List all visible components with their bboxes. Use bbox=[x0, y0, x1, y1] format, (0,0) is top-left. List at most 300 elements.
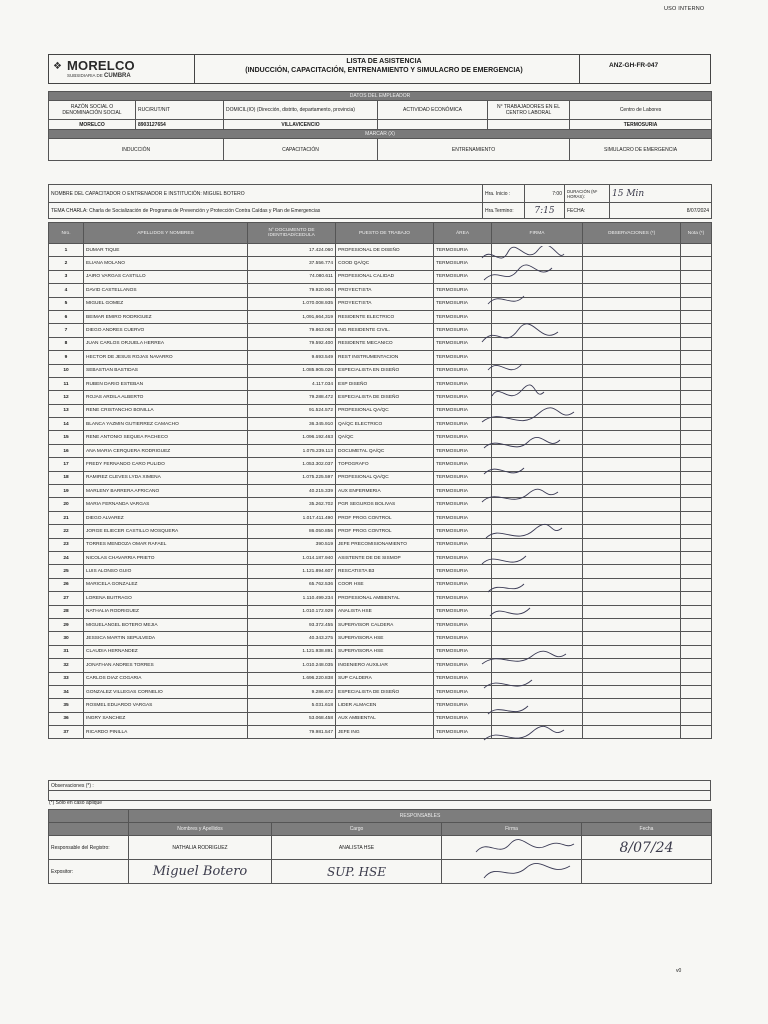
attendee-signature[interactable] bbox=[492, 659, 583, 672]
attendee-observation[interactable] bbox=[583, 578, 681, 591]
attendee-area: TERMOSURIA bbox=[434, 511, 492, 524]
attendee-document: 1.121.938.891 bbox=[248, 645, 336, 658]
attendee-signature[interactable] bbox=[492, 632, 583, 645]
attendee-note[interactable] bbox=[681, 565, 712, 578]
attendee-document: 4.117.034 bbox=[248, 377, 336, 390]
attendee-position: JEFE ING bbox=[336, 726, 434, 739]
attendee-name: RENE CRISTANCHO BONILLA bbox=[84, 404, 248, 417]
trabajadores-header: N° TRABAJADORES EN EL CENTRO LABORAL bbox=[488, 101, 570, 120]
attendee-row bbox=[49, 645, 712, 658]
attendee-signature[interactable] bbox=[492, 605, 583, 618]
row-number: 10 bbox=[49, 364, 84, 377]
attendee-document: 65.762.536 bbox=[248, 578, 336, 591]
attendee-area: TERMOSURIA bbox=[434, 605, 492, 618]
attendee-note[interactable] bbox=[681, 592, 712, 605]
attendee-row bbox=[49, 257, 712, 270]
attendee-observation[interactable] bbox=[583, 284, 681, 297]
row-number: 4 bbox=[49, 284, 84, 297]
row-number: 18 bbox=[49, 471, 84, 484]
attendee-note[interactable] bbox=[681, 458, 712, 471]
row-number: 36 bbox=[49, 712, 84, 725]
attendee-position: ESPECIALISTA EN DISEÑO bbox=[336, 364, 434, 377]
attendee-name: ROJAS ARDILA ALBERTO bbox=[84, 391, 248, 404]
attendee-observation[interactable] bbox=[583, 632, 681, 645]
attendee-note[interactable] bbox=[681, 297, 712, 310]
option-simulacro[interactable]: SIMULACRO DE EMERGENCIA bbox=[570, 139, 712, 161]
attendee-area: TERMOSURIA bbox=[434, 418, 492, 431]
attendee-note[interactable] bbox=[681, 525, 712, 538]
row-number: 35 bbox=[49, 699, 84, 712]
attendee-note[interactable] bbox=[681, 244, 712, 257]
attendee-area: TERMOSURIA bbox=[434, 659, 492, 672]
row-number: 16 bbox=[49, 444, 84, 457]
session-table bbox=[48, 184, 712, 219]
attendee-note[interactable] bbox=[681, 404, 712, 417]
attendee-document: 93.372.455 bbox=[248, 618, 336, 631]
trabajadores-value bbox=[488, 120, 570, 130]
attendee-observation[interactable] bbox=[583, 337, 681, 350]
row-number: 13 bbox=[49, 404, 84, 417]
attendee-area: TERMOSURIA bbox=[434, 391, 492, 404]
attendee-observation[interactable] bbox=[583, 525, 681, 538]
attendee-note[interactable] bbox=[681, 377, 712, 390]
internal-use-label: USO INTERNO bbox=[664, 6, 705, 12]
razon-header: RAZÓN SOCIAL O DENOMINACIÓN SOCIAL bbox=[49, 101, 136, 120]
attendee-signature[interactable] bbox=[492, 297, 583, 310]
row-number: 29 bbox=[49, 618, 84, 631]
attendee-observation[interactable] bbox=[583, 257, 681, 270]
attendee-name: TORRES MENDOZA OMAR RAFAEL bbox=[84, 538, 248, 551]
row-number: 19 bbox=[49, 485, 84, 498]
attendee-area: TERMOSURIA bbox=[434, 324, 492, 337]
attendee-signature[interactable] bbox=[492, 418, 583, 431]
attendee-row bbox=[49, 511, 712, 524]
actividad-value bbox=[378, 120, 488, 130]
attendee-position: PROFESIONAL QA/QC bbox=[336, 471, 434, 484]
resp-registro-label: Responsable del Registro: bbox=[49, 836, 129, 860]
resp-expositor-label: Expositor: bbox=[49, 860, 129, 884]
attendee-signature[interactable] bbox=[492, 364, 583, 377]
attendee-note[interactable] bbox=[681, 538, 712, 551]
resp-registro-fecha: 8/07/24 bbox=[582, 836, 712, 860]
attendee-position: LIDER ALMACEN bbox=[336, 699, 434, 712]
attendee-position: DOCUMETAL QA/QC bbox=[336, 444, 434, 457]
attendee-observation[interactable] bbox=[583, 364, 681, 377]
attendee-signature[interactable] bbox=[492, 377, 583, 390]
attendee-signature[interactable] bbox=[492, 551, 583, 564]
attendee-document: 79.863.063 bbox=[248, 324, 336, 337]
attendee-observation[interactable] bbox=[583, 726, 681, 739]
attendee-note[interactable] bbox=[681, 270, 712, 283]
observaciones-label: Observaciones (*) : bbox=[49, 781, 711, 791]
attendee-position: ESPECIALISTA DE DISEÑO bbox=[336, 391, 434, 404]
attendee-observation[interactable] bbox=[583, 297, 681, 310]
attendee-observation[interactable] bbox=[583, 618, 681, 631]
attendee-position: PROFESIONAL CALIDAD bbox=[336, 270, 434, 283]
attendee-observation[interactable] bbox=[583, 565, 681, 578]
attendee-position: PROFESIONAL DE DISEÑO bbox=[336, 244, 434, 257]
attendee-area: TERMOSURIA bbox=[434, 726, 492, 739]
attendee-note[interactable] bbox=[681, 685, 712, 698]
row-number: 25 bbox=[49, 565, 84, 578]
row-number: 31 bbox=[49, 645, 84, 658]
attendee-observation[interactable] bbox=[583, 605, 681, 618]
attendee-row bbox=[49, 377, 712, 390]
attendee-signature[interactable] bbox=[492, 337, 583, 350]
attendee-row bbox=[49, 404, 712, 417]
form-header bbox=[48, 54, 711, 84]
attendee-observation[interactable] bbox=[583, 351, 681, 364]
attendee-name: DIEGO ANDRES CUERVO bbox=[84, 324, 248, 337]
attendee-signature[interactable] bbox=[492, 458, 583, 471]
attendee-area: TERMOSURIA bbox=[434, 297, 492, 310]
attendee-signature[interactable] bbox=[492, 404, 583, 417]
attendee-observation[interactable] bbox=[583, 645, 681, 658]
resp-expositor-fecha bbox=[582, 860, 712, 884]
attendee-note[interactable] bbox=[681, 364, 712, 377]
attendee-area: TERMOSURIA bbox=[434, 485, 492, 498]
resp-expositor-firma bbox=[442, 860, 582, 884]
attendee-row bbox=[49, 297, 712, 310]
attendee-row bbox=[49, 270, 712, 283]
attendee-note[interactable] bbox=[681, 391, 712, 404]
attendee-note[interactable] bbox=[681, 659, 712, 672]
attendee-signature[interactable] bbox=[492, 618, 583, 631]
attendee-position: JEFE PRECOMISIONAMIENTO bbox=[336, 538, 434, 551]
option-induccion[interactable]: INDUCCIÓN bbox=[49, 139, 224, 161]
attendee-name: FREDY FERNANDO CARO PULIDO bbox=[84, 458, 248, 471]
attendee-note[interactable] bbox=[681, 699, 712, 712]
attendee-document: 79.981.547 bbox=[248, 726, 336, 739]
observations-table bbox=[48, 780, 711, 801]
attendee-signature[interactable] bbox=[492, 565, 583, 578]
attendee-row bbox=[49, 458, 712, 471]
hra-inicio-label: Hra. Inicio : bbox=[483, 185, 525, 203]
attendee-signature[interactable] bbox=[492, 538, 583, 551]
attendee-observation[interactable] bbox=[583, 511, 681, 524]
attendee-area: TERMOSURIA bbox=[434, 444, 492, 457]
attendee-area: TERMOSURIA bbox=[434, 337, 492, 350]
attendee-name: SEBASTIAN BASTIDAS bbox=[84, 364, 248, 377]
attendee-position: SUPERVISORA HSE bbox=[336, 645, 434, 658]
attendee-name: CLAUDIA HERNANDEZ bbox=[84, 645, 248, 658]
attendee-document: 40.343.275 bbox=[248, 632, 336, 645]
attendee-position: QA/QC bbox=[336, 431, 434, 444]
form-title: LISTA DE ASISTENCIA bbox=[346, 58, 422, 65]
attendee-signature[interactable] bbox=[492, 592, 583, 605]
hra-inicio-value: 7:00 bbox=[525, 185, 565, 203]
attendee-row bbox=[49, 284, 712, 297]
attendee-document: 1.075.239.113 bbox=[248, 444, 336, 457]
attendee-document: 79.920.904 bbox=[248, 284, 336, 297]
attendee-area: TERMOSURIA bbox=[434, 364, 492, 377]
attendee-signature[interactable] bbox=[492, 712, 583, 725]
attendee-position: RESCATISTA B3 bbox=[336, 565, 434, 578]
attendee-position: QA/QC ELECTRICO bbox=[336, 418, 434, 431]
col-nro: Nro. bbox=[49, 223, 84, 244]
row-number: 22 bbox=[49, 525, 84, 538]
resp-expositor-cargo: SUP. HSE bbox=[272, 860, 442, 884]
option-capacitacion[interactable]: CAPACITACIÓN bbox=[224, 139, 378, 161]
attendee-document: 9.286.672 bbox=[248, 685, 336, 698]
attendee-name: HECTOR DE JESUS ROJAS NAVARRO bbox=[84, 351, 248, 364]
attendee-observation[interactable] bbox=[583, 324, 681, 337]
attendee-observation[interactable] bbox=[583, 377, 681, 390]
attendee-signature[interactable] bbox=[492, 471, 583, 484]
attendee-observation[interactable] bbox=[583, 458, 681, 471]
attendee-area: TERMOSURIA bbox=[434, 618, 492, 631]
row-number: 26 bbox=[49, 578, 84, 591]
hra-termino-label: Hra.Termino: bbox=[483, 203, 525, 219]
attendee-note[interactable] bbox=[681, 324, 712, 337]
form-subtitle: (INDUCCIÓN, CAPACITACIÓN, ENTRENAMIENTO Y SIMULACRO DE EMERGENCIA) bbox=[245, 67, 523, 74]
attendee-signature[interactable] bbox=[492, 257, 583, 270]
attendee-observation[interactable] bbox=[583, 551, 681, 564]
attendee-row bbox=[49, 578, 712, 591]
attendee-name: ANA MARIA CERQUERA RODRIGUEZ bbox=[84, 444, 248, 457]
attendee-position: SUP CALDERA bbox=[336, 672, 434, 685]
attendee-position: PROFESIONAL QA/QC bbox=[336, 404, 434, 417]
attendee-row bbox=[49, 418, 712, 431]
attendee-row bbox=[49, 726, 712, 739]
employer-band: DATOS DEL EMPLEADOR bbox=[49, 92, 712, 101]
attendee-note[interactable] bbox=[681, 471, 712, 484]
attendee-document: 1.696.220.838 bbox=[248, 672, 336, 685]
attendee-row bbox=[49, 391, 712, 404]
attendee-row bbox=[49, 632, 712, 645]
attendee-document: 37.556.774 bbox=[248, 257, 336, 270]
logo-subtitle: SUBSIDIARIA DE CUMBRA bbox=[67, 73, 131, 79]
attendee-position: REST INSTRUMENTACION bbox=[336, 351, 434, 364]
attendee-signature[interactable] bbox=[492, 699, 583, 712]
attendee-area: TERMOSURIA bbox=[434, 458, 492, 471]
attendee-note[interactable] bbox=[681, 284, 712, 297]
attendee-document: 1.085.905.026 bbox=[248, 364, 336, 377]
attendee-position: COOD QA/QC bbox=[336, 257, 434, 270]
attendee-observation[interactable] bbox=[583, 498, 681, 511]
attendee-signature[interactable] bbox=[492, 324, 583, 337]
attendee-document: 35.262.702 bbox=[248, 498, 336, 511]
attendee-row bbox=[49, 471, 712, 484]
attendee-note[interactable] bbox=[681, 257, 712, 270]
attendee-note[interactable] bbox=[681, 578, 712, 591]
attendee-row bbox=[49, 324, 712, 337]
attendee-signature[interactable] bbox=[492, 511, 583, 524]
row-number: 12 bbox=[49, 391, 84, 404]
attendee-area: TERMOSURIA bbox=[434, 498, 492, 511]
attendee-position: SUPERVISOR CALDERA bbox=[336, 618, 434, 631]
attendee-note[interactable] bbox=[681, 511, 712, 524]
attendee-note[interactable] bbox=[681, 618, 712, 631]
attendee-note[interactable] bbox=[681, 498, 712, 511]
attendee-row bbox=[49, 592, 712, 605]
option-entrenamiento[interactable]: ENTRENAMIENTO bbox=[378, 139, 570, 161]
row-number: 15 bbox=[49, 431, 84, 444]
attendee-note[interactable] bbox=[681, 645, 712, 658]
logo-mark-icon: ❖ bbox=[53, 61, 62, 72]
attendee-area: TERMOSURIA bbox=[434, 351, 492, 364]
row-number: 27 bbox=[49, 592, 84, 605]
attendee-signature[interactable] bbox=[492, 485, 583, 498]
attendee-observation[interactable] bbox=[583, 444, 681, 457]
attendee-area: TERMOSURIA bbox=[434, 310, 492, 323]
attendee-note[interactable] bbox=[681, 605, 712, 618]
attendee-name: CARLOS DIAZ COGARIA bbox=[84, 672, 248, 685]
attendee-name: JORGE ELIECER CASTILLO MOSQUERA bbox=[84, 525, 248, 538]
attendee-document: 1.010.172.929 bbox=[248, 605, 336, 618]
attendee-observation[interactable] bbox=[583, 270, 681, 283]
attendee-name: NATHALIA RODRIGUEZ bbox=[84, 605, 248, 618]
attendee-signature[interactable] bbox=[492, 351, 583, 364]
attendee-observation[interactable] bbox=[583, 712, 681, 725]
attendee-document: 5.031.618 bbox=[248, 699, 336, 712]
version-label: v0 bbox=[676, 968, 682, 974]
attendee-row bbox=[49, 565, 712, 578]
attendee-signature[interactable] bbox=[492, 645, 583, 658]
attendee-observation[interactable] bbox=[583, 685, 681, 698]
attendee-row bbox=[49, 551, 712, 564]
attendee-signature[interactable] bbox=[492, 726, 583, 739]
attendee-name: BLANCA YAZMIN GUTIERREZ CAMACHO bbox=[84, 418, 248, 431]
fecha-value: 8/07/2024 bbox=[610, 203, 712, 219]
logo-text: MORELCO bbox=[67, 58, 135, 73]
attendee-observation[interactable] bbox=[583, 471, 681, 484]
attendee-document: 1,091,664,319 bbox=[248, 310, 336, 323]
attendee-signature[interactable] bbox=[492, 578, 583, 591]
attendee-position: TOPOGRAFO bbox=[336, 458, 434, 471]
attendee-area: TERMOSURIA bbox=[434, 270, 492, 283]
attendee-area: TERMOSURIA bbox=[434, 538, 492, 551]
attendee-signature[interactable] bbox=[492, 270, 583, 283]
attendee-document: 86.050.856 bbox=[248, 525, 336, 538]
attendee-observation[interactable] bbox=[583, 485, 681, 498]
attendee-observation[interactable] bbox=[583, 699, 681, 712]
tema-field: TEMA CHARLA: Charla de Socialización de Programa de Prevención y Protección Contra Caídas y Plan de Emergencias bbox=[49, 203, 483, 219]
attendee-row bbox=[49, 538, 712, 551]
row-number: 3 bbox=[49, 270, 84, 283]
attendee-note[interactable] bbox=[681, 632, 712, 645]
col-documento: N° DOCUMENTO DE IDENTIDAD/CEDULA bbox=[248, 223, 336, 244]
attendee-name: ROSMEL EDUARDO VARGAS bbox=[84, 699, 248, 712]
attendee-note[interactable] bbox=[681, 444, 712, 457]
attendee-row bbox=[49, 618, 712, 631]
attendee-name: MIGUEL GOMEZ bbox=[84, 297, 248, 310]
attendee-signature[interactable] bbox=[492, 444, 583, 457]
attendee-document: 79.592.400 bbox=[248, 337, 336, 350]
attendee-document: 91.524.572 bbox=[248, 404, 336, 417]
ruc-header: RUC/RUT/NIT bbox=[136, 101, 224, 120]
attendee-signature[interactable] bbox=[492, 672, 583, 685]
attendee-observation[interactable] bbox=[583, 592, 681, 605]
footnote: (*) Sólo en caso aplique bbox=[49, 800, 103, 806]
attendee-observation[interactable] bbox=[583, 391, 681, 404]
attendee-signature[interactable] bbox=[492, 244, 583, 257]
row-number: 1 bbox=[49, 244, 84, 257]
attendee-document: 1.010.248.035 bbox=[248, 659, 336, 672]
row-number: 9 bbox=[49, 351, 84, 364]
attendee-note[interactable] bbox=[681, 418, 712, 431]
attendee-observation[interactable] bbox=[583, 431, 681, 444]
attendee-position: AUX ENFERMERIA bbox=[336, 485, 434, 498]
attendee-signature[interactable] bbox=[492, 498, 583, 511]
attendee-row bbox=[49, 525, 712, 538]
attendee-note[interactable] bbox=[681, 726, 712, 739]
row-number: 17 bbox=[49, 458, 84, 471]
observaciones-line[interactable] bbox=[49, 791, 711, 801]
attendee-row bbox=[49, 485, 712, 498]
attendee-signature[interactable] bbox=[492, 525, 583, 538]
capacitador-field: NOMBRE DEL CAPACITADOR O ENTRENADOR E INSTITUCIÓN: MIGUEL BOTERO bbox=[49, 185, 483, 203]
attendee-document: 1.070.008.935 bbox=[248, 297, 336, 310]
attendee-row bbox=[49, 244, 712, 257]
attendee-signature[interactable] bbox=[492, 431, 583, 444]
attendee-observation[interactable] bbox=[583, 659, 681, 672]
attendee-name: INGRY SANCHEZ bbox=[84, 712, 248, 725]
attendee-note[interactable] bbox=[681, 485, 712, 498]
attendee-position: INGENIERO AUXILIAR bbox=[336, 659, 434, 672]
attendee-row bbox=[49, 431, 712, 444]
attendee-document: 53.068.458 bbox=[248, 712, 336, 725]
row-number: 7 bbox=[49, 324, 84, 337]
attendee-document: 36.345.910 bbox=[248, 418, 336, 431]
attendee-observation[interactable] bbox=[583, 418, 681, 431]
attendee-signature[interactable] bbox=[492, 310, 583, 323]
attendee-observation[interactable] bbox=[583, 538, 681, 551]
resp-expositor-name: Miguel Botero bbox=[129, 860, 272, 884]
attendee-observation[interactable] bbox=[583, 244, 681, 257]
col-nota: Nota (*) bbox=[681, 223, 712, 244]
attendee-area: TERMOSURIA bbox=[434, 699, 492, 712]
attendee-note[interactable] bbox=[681, 712, 712, 725]
attendee-document: 17.424.060 bbox=[248, 244, 336, 257]
attendee-note[interactable] bbox=[681, 337, 712, 350]
responsables-band: RESPONSABLES bbox=[129, 810, 712, 823]
attendee-note[interactable] bbox=[681, 310, 712, 323]
row-number: 28 bbox=[49, 605, 84, 618]
centro-value: TERMOSURIA bbox=[570, 120, 712, 130]
attendee-note[interactable] bbox=[681, 351, 712, 364]
attendee-note[interactable] bbox=[681, 551, 712, 564]
row-number: 8 bbox=[49, 337, 84, 350]
attendee-name: DUMAR TIQUE bbox=[84, 244, 248, 257]
attendee-name: MIGUELANGEL BOTERO MEJIA bbox=[84, 618, 248, 631]
attendee-area: TERMOSURIA bbox=[434, 284, 492, 297]
row-number: 32 bbox=[49, 659, 84, 672]
attendee-note[interactable] bbox=[681, 672, 712, 685]
attendee-name: JESSICA MARTIN SEPULVEDA bbox=[84, 632, 248, 645]
attendee-name: RAMIREZ CLEVES LYDA XIMENA bbox=[84, 471, 248, 484]
attendee-row bbox=[49, 498, 712, 511]
resp-registro-name: NATHALIA RODRIGUEZ bbox=[129, 836, 272, 860]
attendee-note[interactable] bbox=[681, 431, 712, 444]
attendee-area: TERMOSURIA bbox=[434, 592, 492, 605]
attendee-position: PROYECTISTA bbox=[336, 284, 434, 297]
row-number: 24 bbox=[49, 551, 84, 564]
row-number: 34 bbox=[49, 685, 84, 698]
attendee-observation[interactable] bbox=[583, 310, 681, 323]
attendee-signature[interactable] bbox=[492, 391, 583, 404]
attendee-document: 1.121.894.607 bbox=[248, 565, 336, 578]
attendee-name: MARIA FERNANDA VARGAS bbox=[84, 498, 248, 511]
attendee-area: TERMOSURIA bbox=[434, 578, 492, 591]
attendee-observation[interactable] bbox=[583, 672, 681, 685]
attendee-signature[interactable] bbox=[492, 685, 583, 698]
razon-value: MORELCO bbox=[49, 120, 136, 130]
attendee-observation[interactable] bbox=[583, 404, 681, 417]
employer-table bbox=[48, 91, 712, 161]
attendee-signature[interactable] bbox=[492, 284, 583, 297]
attendee-row bbox=[49, 699, 712, 712]
